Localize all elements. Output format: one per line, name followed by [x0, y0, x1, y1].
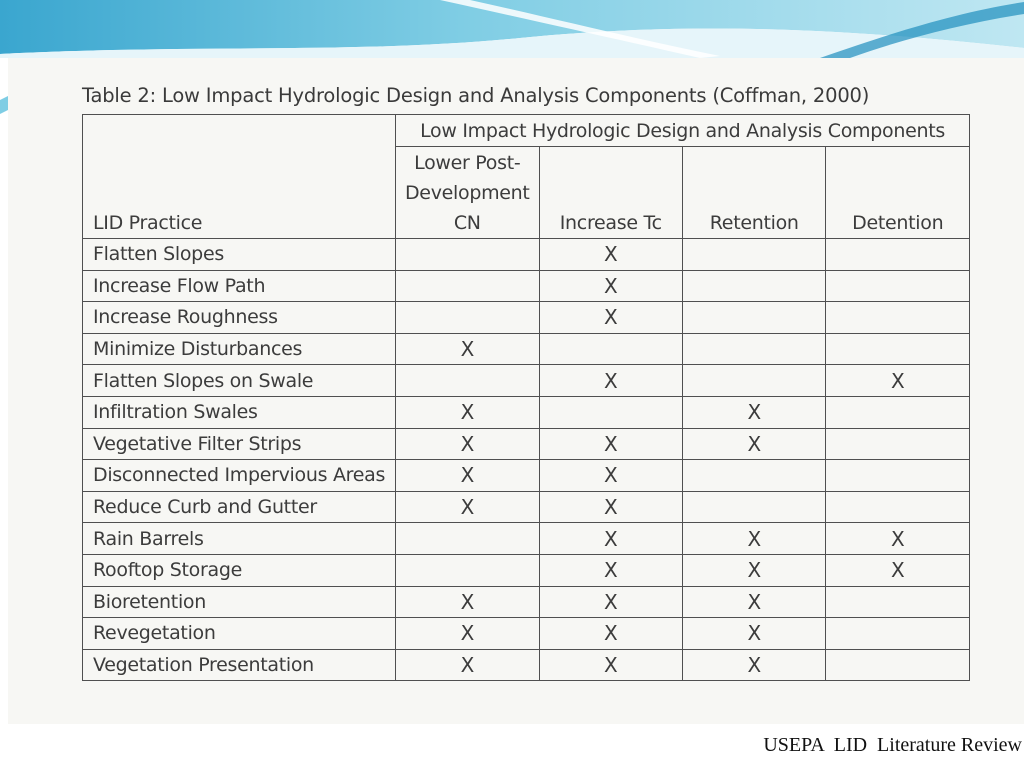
component-mark-cell: X	[826, 523, 970, 555]
component-mark-cell: X	[396, 428, 539, 460]
practice-name-cell: Infiltration Swales	[83, 396, 396, 428]
component-mark-cell	[826, 460, 970, 492]
practice-name-cell: Minimize Disturbances	[83, 333, 396, 365]
practice-name-cell: Bioretention	[83, 586, 396, 618]
table-row	[83, 586, 970, 618]
table-row	[83, 649, 970, 681]
component-mark-cell: X	[682, 649, 825, 681]
component-mark-cell	[826, 396, 970, 428]
table-row	[83, 491, 970, 523]
component-mark-cell	[682, 365, 825, 397]
component-mark-cell: X	[539, 491, 682, 523]
component-mark-cell: X	[396, 618, 539, 650]
table-row	[83, 428, 970, 460]
table-row	[83, 302, 970, 334]
component-mark-cell	[826, 649, 970, 681]
component-mark-cell	[682, 270, 825, 302]
components-group-header: Low Impact Hydrologic Design and Analysis Components	[396, 115, 970, 147]
column-header-retention: Retention	[682, 147, 825, 239]
component-mark-cell: X	[396, 333, 539, 365]
component-mark-cell	[826, 586, 970, 618]
table-row	[83, 333, 970, 365]
practice-name-cell: Increase Flow Path	[83, 270, 396, 302]
component-mark-cell: X	[539, 649, 682, 681]
component-mark-cell	[396, 523, 539, 555]
column-header-detention: Detention	[826, 147, 970, 239]
component-mark-cell: X	[539, 365, 682, 397]
practice-name-cell: Revegetation	[83, 618, 396, 650]
component-mark-cell	[826, 491, 970, 523]
component-mark-cell: X	[396, 649, 539, 681]
component-mark-cell: X	[396, 491, 539, 523]
component-mark-cell: X	[539, 618, 682, 650]
table-row	[83, 365, 970, 397]
component-mark-cell: X	[396, 460, 539, 492]
header-line: CN	[453, 212, 481, 234]
lid-practice-header: LID Practice	[83, 115, 396, 239]
component-mark-cell	[826, 302, 970, 334]
practice-name-cell: Flatten Slopes on Swale	[83, 365, 396, 397]
practice-name-cell: Rain Barrels	[83, 523, 396, 555]
footer-source-label: USEPA LID Literature Review	[763, 734, 1022, 756]
component-mark-cell: X	[396, 586, 539, 618]
table-row	[83, 239, 970, 271]
component-mark-cell: X	[682, 396, 825, 428]
component-mark-cell: X	[539, 554, 682, 586]
component-mark-cell	[826, 270, 970, 302]
column-header-lower-post-development-cn	[396, 147, 539, 239]
practice-name-cell: Vegetative Filter Strips	[83, 428, 396, 460]
component-mark-cell	[396, 302, 539, 334]
component-mark-cell	[539, 396, 682, 428]
table-row	[83, 396, 970, 428]
practice-name-cell: Reduce Curb and Gutter	[83, 491, 396, 523]
component-mark-cell	[826, 239, 970, 271]
practice-name-cell: Increase Roughness	[83, 302, 396, 334]
table-row	[83, 460, 970, 492]
table-row	[83, 618, 970, 650]
header-line: Development	[404, 182, 530, 204]
component-mark-cell: X	[539, 270, 682, 302]
component-mark-cell: X	[539, 239, 682, 271]
component-mark-cell: X	[682, 554, 825, 586]
table-row	[83, 554, 970, 586]
component-mark-cell: X	[539, 428, 682, 460]
component-mark-cell	[682, 302, 825, 334]
component-mark-cell: X	[682, 523, 825, 555]
component-mark-cell	[396, 239, 539, 271]
practice-name-cell: Flatten Slopes	[83, 239, 396, 271]
table-row	[83, 270, 970, 302]
component-mark-cell	[682, 491, 825, 523]
component-mark-cell	[539, 333, 682, 365]
header-line: Lower Post-	[414, 152, 521, 174]
component-mark-cell	[396, 365, 539, 397]
lid-components-table	[82, 114, 970, 681]
component-mark-cell	[682, 333, 825, 365]
component-mark-cell: X	[826, 365, 970, 397]
component-mark-cell	[826, 333, 970, 365]
table-caption: Table 2: Low Impact Hydrologic Design and Analysis Components (Coffman, 2000)	[82, 84, 870, 107]
practice-name-cell: Vegetation Presentation	[83, 649, 396, 681]
component-mark-cell	[682, 460, 825, 492]
component-mark-cell: X	[682, 618, 825, 650]
component-mark-cell	[826, 428, 970, 460]
column-header-increase-tc: Increase Tc	[539, 147, 682, 239]
component-mark-cell: X	[539, 586, 682, 618]
component-mark-cell: X	[396, 396, 539, 428]
component-mark-cell	[396, 270, 539, 302]
practice-name-cell: Rooftop Storage	[83, 554, 396, 586]
component-mark-cell	[396, 554, 539, 586]
practice-name-cell: Disconnected Impervious Areas	[83, 460, 396, 492]
component-mark-cell: X	[682, 586, 825, 618]
component-mark-cell	[682, 239, 825, 271]
component-mark-cell: X	[539, 302, 682, 334]
component-mark-cell: X	[539, 523, 682, 555]
component-mark-cell: X	[826, 554, 970, 586]
table-body	[83, 239, 970, 681]
component-mark-cell: X	[539, 460, 682, 492]
component-mark-cell: X	[682, 428, 825, 460]
component-mark-cell	[826, 618, 970, 650]
table-row	[83, 523, 970, 555]
